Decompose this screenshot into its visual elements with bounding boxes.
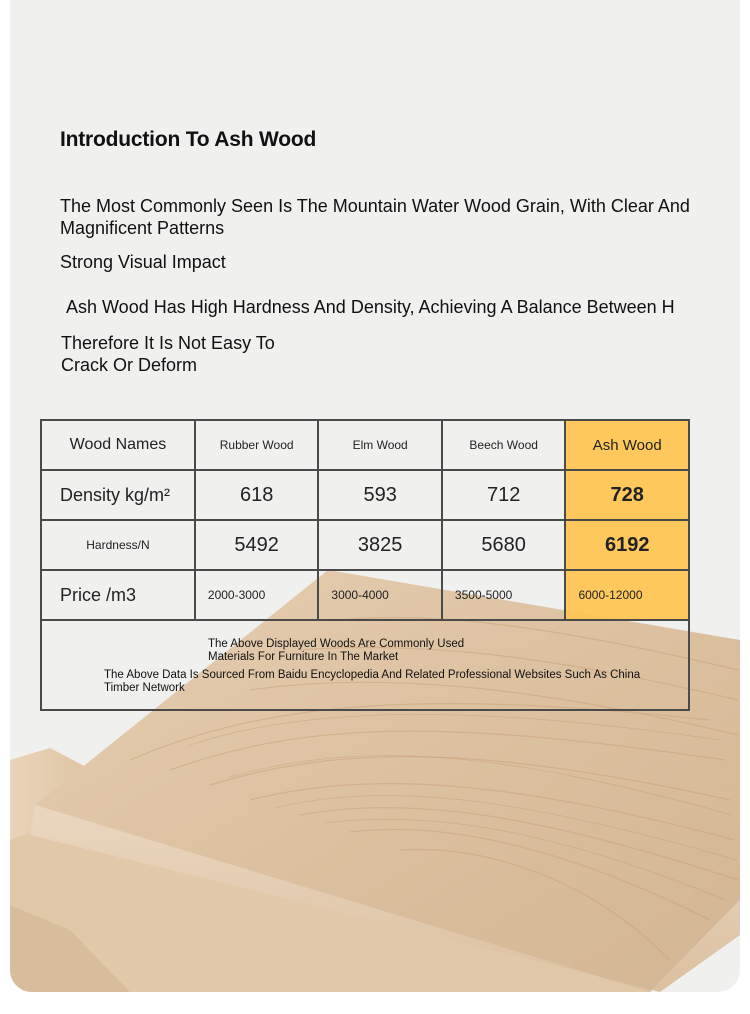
table-row-price [41, 570, 689, 620]
price-rubber: 2000-3000 [195, 570, 319, 620]
table-header-row [41, 420, 689, 470]
density-elm: 593 [318, 470, 442, 520]
density-beech: 712 [442, 470, 566, 520]
header-rubber-wood: Rubber Wood [195, 420, 319, 470]
hardness-label: Hardness/N [41, 520, 195, 570]
hardness-beech: 5680 [442, 520, 566, 570]
hardness-elm: 3825 [318, 520, 442, 570]
wood-comparison-table [40, 419, 690, 711]
density-rubber: 618 [195, 470, 319, 520]
hardness-rubber: 5492 [195, 520, 319, 570]
hardness-ash: 6192 [565, 520, 689, 570]
density-label: Density kg/m² [41, 470, 195, 520]
table-row-hardness [41, 520, 689, 570]
hardness-text: Ash Wood Has High Hardness And Density, Achieving A Balance Between H [66, 297, 675, 317]
price-label: Price /m3 [41, 570, 195, 620]
grain-description: The Most Commonly Seen Is The Mountain Water Wood Grain, With Clear And Magnificent Patterns [60, 196, 690, 238]
note-common-materials: The Above Displayed Woods Are Commonly Used Materials For Furniture In The Market [208, 638, 465, 663]
page-title: Introduction To Ash Wood [60, 128, 317, 151]
header-ash-wood: Ash Wood [565, 420, 689, 470]
table-row-density [41, 470, 689, 520]
price-elm: 3000-4000 [318, 570, 442, 620]
price-beech: 3500-5000 [442, 570, 566, 620]
header-beech-wood: Beech Wood [442, 420, 566, 470]
notes-cell [41, 620, 689, 710]
header-label: Wood Names [41, 420, 195, 470]
durability-text: Therefore It Is Not Easy To Crack Or Deform [61, 333, 275, 375]
note-data-source: The Above Data Is Sourced From Baidu Encyclopedia And Related Professional Websites Such As China Timber Network [104, 669, 641, 694]
density-ash: 728 [565, 470, 689, 520]
visual-impact-text: Strong Visual Impact [60, 252, 226, 272]
price-ash: 6000-12000 [565, 570, 689, 620]
header-elm-wood: Elm Wood [318, 420, 442, 470]
table-notes-row [41, 620, 689, 710]
